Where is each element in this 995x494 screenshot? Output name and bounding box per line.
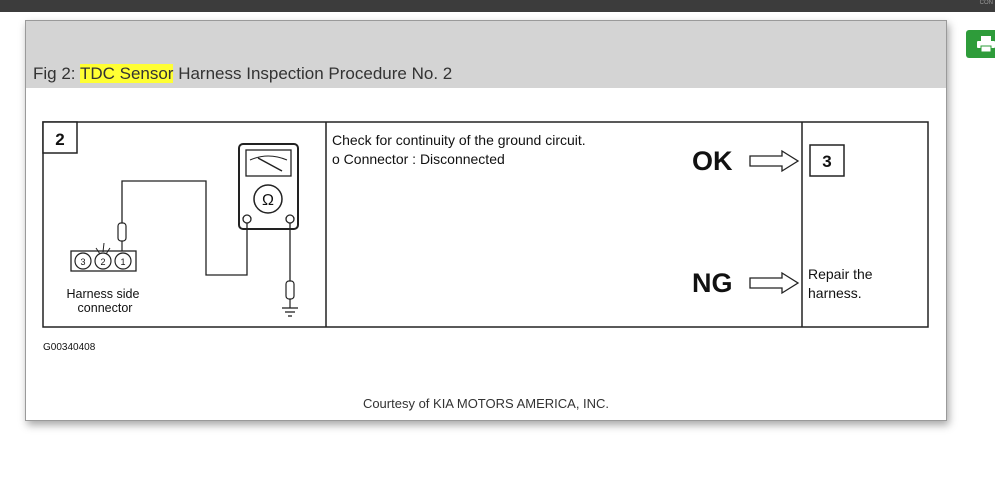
ok-arrow-icon (750, 151, 798, 171)
connector-label-line1: Harness side (66, 287, 140, 301)
ng-arrow-icon (750, 273, 798, 293)
step-number: 2 (55, 130, 65, 149)
courtesy-caption: Courtesy of KIA MOTORS AMERICA, INC. (362, 396, 610, 411)
connector-pin-3: 3 (80, 257, 86, 267)
figure-title-prefix: Fig 2: (33, 64, 80, 83)
inspection-diagram (26, 88, 946, 388)
figure-title-suffix: Harness Inspection Procedure No. 2 (173, 64, 453, 83)
figure-header (26, 21, 946, 88)
check-instruction: Check for continuity of the ground circuit. (332, 132, 586, 148)
connector-pin-2: 2 (100, 257, 106, 267)
probe-negative (286, 281, 294, 308)
connector-pin-1: 1 (120, 257, 126, 267)
figure-title (33, 64, 452, 84)
check-condition: o Connector : Disconnected (332, 151, 505, 167)
figure-panel (25, 20, 947, 421)
multimeter-icon (239, 144, 298, 229)
ng-label: NG (692, 268, 733, 298)
test-lead-positive (122, 181, 247, 275)
connector-label-line2: connector (77, 301, 133, 315)
figure-title-highlight: TDC Sensor (79, 64, 174, 83)
print-button[interactable] (966, 30, 995, 58)
figure-code: G00340408 (43, 342, 96, 353)
ground-icon (282, 308, 298, 316)
printer-icon (976, 35, 995, 53)
ok-label: OK (692, 146, 733, 176)
browser-top-bar (0, 0, 995, 12)
probe-positive (118, 223, 126, 251)
ohm-symbol: Ω (262, 192, 274, 209)
top-bar-corner-mark: CON (979, 0, 993, 6)
next-step-number: 3 (822, 152, 832, 171)
ng-action-line2: harness. (808, 285, 862, 301)
ng-action-line1: Repair the (808, 266, 873, 282)
